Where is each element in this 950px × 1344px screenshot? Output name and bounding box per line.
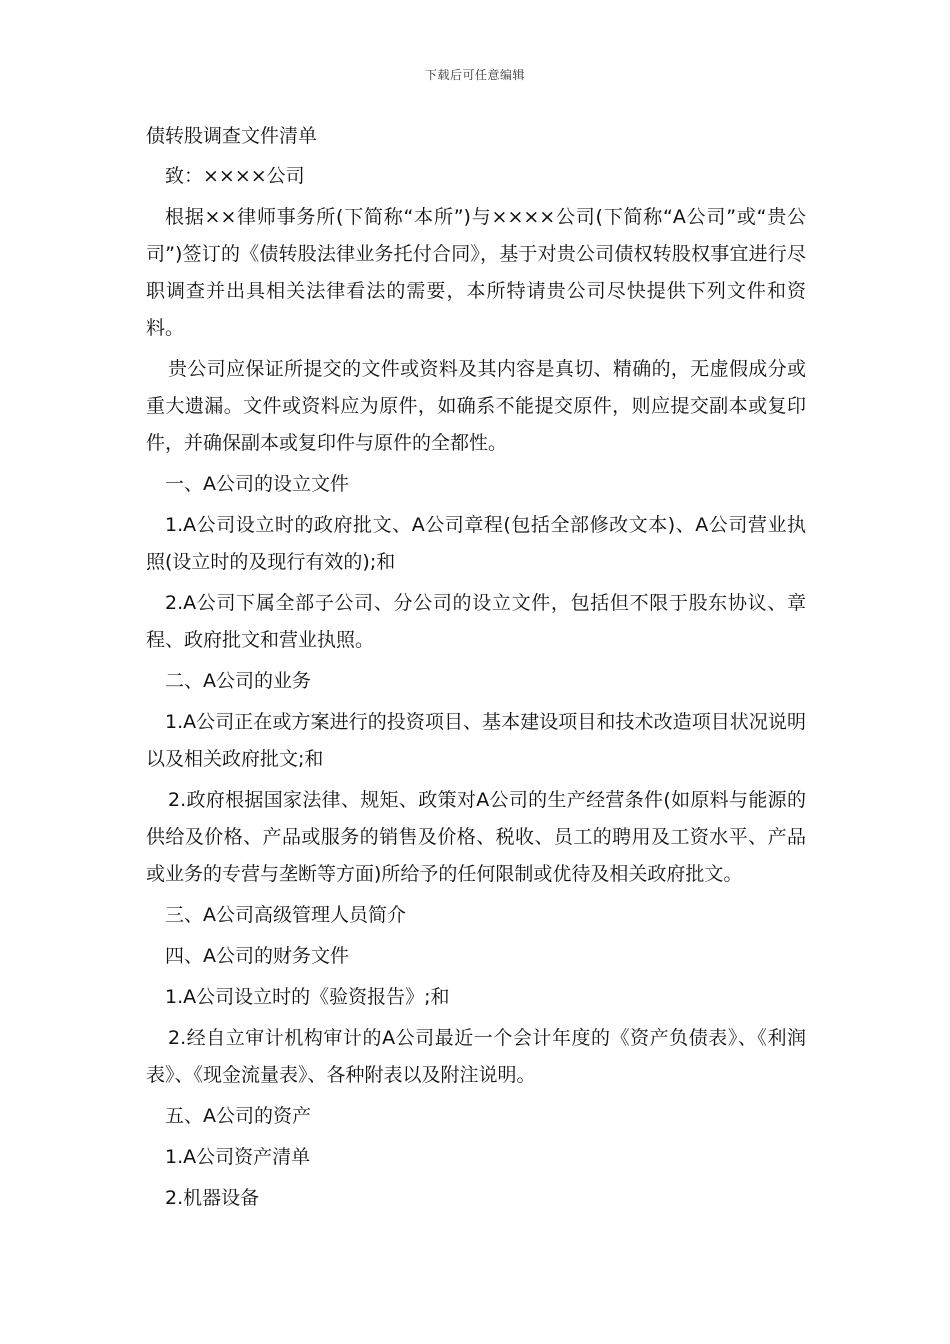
list-item: 1.A公司正在或方案进行的投资项目、基本建设项目和技术改造项目状况说明以及相关政府批文;和 [146, 711, 806, 770]
list-item: 2.经自立审计机构审计的A公司最近一个会计年度的《资产负债表》、《利润表》、《现金流量表》、各种附表以及附注说明。 [146, 1027, 806, 1086]
document-title: 债转股调查文件清单 [146, 125, 318, 147]
section-heading-4: 四、A公司的财务文件 [165, 945, 349, 967]
list-item: 2.政府根据国家法律、规矩、政策对A公司的生产经营条件(如原料与能源的供给及价格、产品或服务的销售及价格、税收、员工的聘用及工资水平、产品或业务的专营与垄断等方面)所给予的任何限制或优待及相关政府批文。 [146, 789, 806, 885]
list-item: 1.A公司设立时的政府批文、A公司章程(包括全部修改文本)、A公司营业执照(设立时的及现行有效的);和 [146, 514, 806, 573]
section-heading-2: 二、A公司的业务 [165, 670, 311, 692]
addressee-line: 致：××××公司 [165, 165, 305, 187]
requirement-paragraph: 贵公司应保证所提交的文件或资料及其内容是真切、精确的，无虚假成分或重大遗漏。文件或资料应为原件，如确系不能提交原件，则应提交副本或复印件，并确保副本或复印件与原件的全都性。 [146, 358, 806, 454]
list-item: 1.A公司设立时的《验资报告》;和 [165, 986, 450, 1008]
header-note: 下载后可任意编辑 [424, 68, 525, 82]
list-item: 1.A公司资产清单 [165, 1146, 311, 1168]
section-heading-5: 五、A公司的资产 [165, 1105, 311, 1127]
list-item: 2.A公司下属全部子公司、分公司的设立文件，包括但不限于股东协议、章程、政府批文和营业执照。 [146, 592, 806, 651]
section-heading-1: 一、A公司的设立文件 [165, 473, 349, 495]
list-item: 2.机器设备 [165, 1187, 260, 1209]
document-body [146, 158, 806, 1221]
section-heading-3: 三、A公司高级管理人员简介 [165, 904, 406, 926]
intro-paragraph: 根据××律师事务所(下简称“本所”)与××××公司(下简称“A公司”或“贵公司”)签订的《债转股法律业务托付合同》，基于对贵公司债权转股权事宜进行尽职调查并出具相关法律看法的需要，本所特请贵公司尽快提供下列文件和资料。 [146, 206, 806, 339]
